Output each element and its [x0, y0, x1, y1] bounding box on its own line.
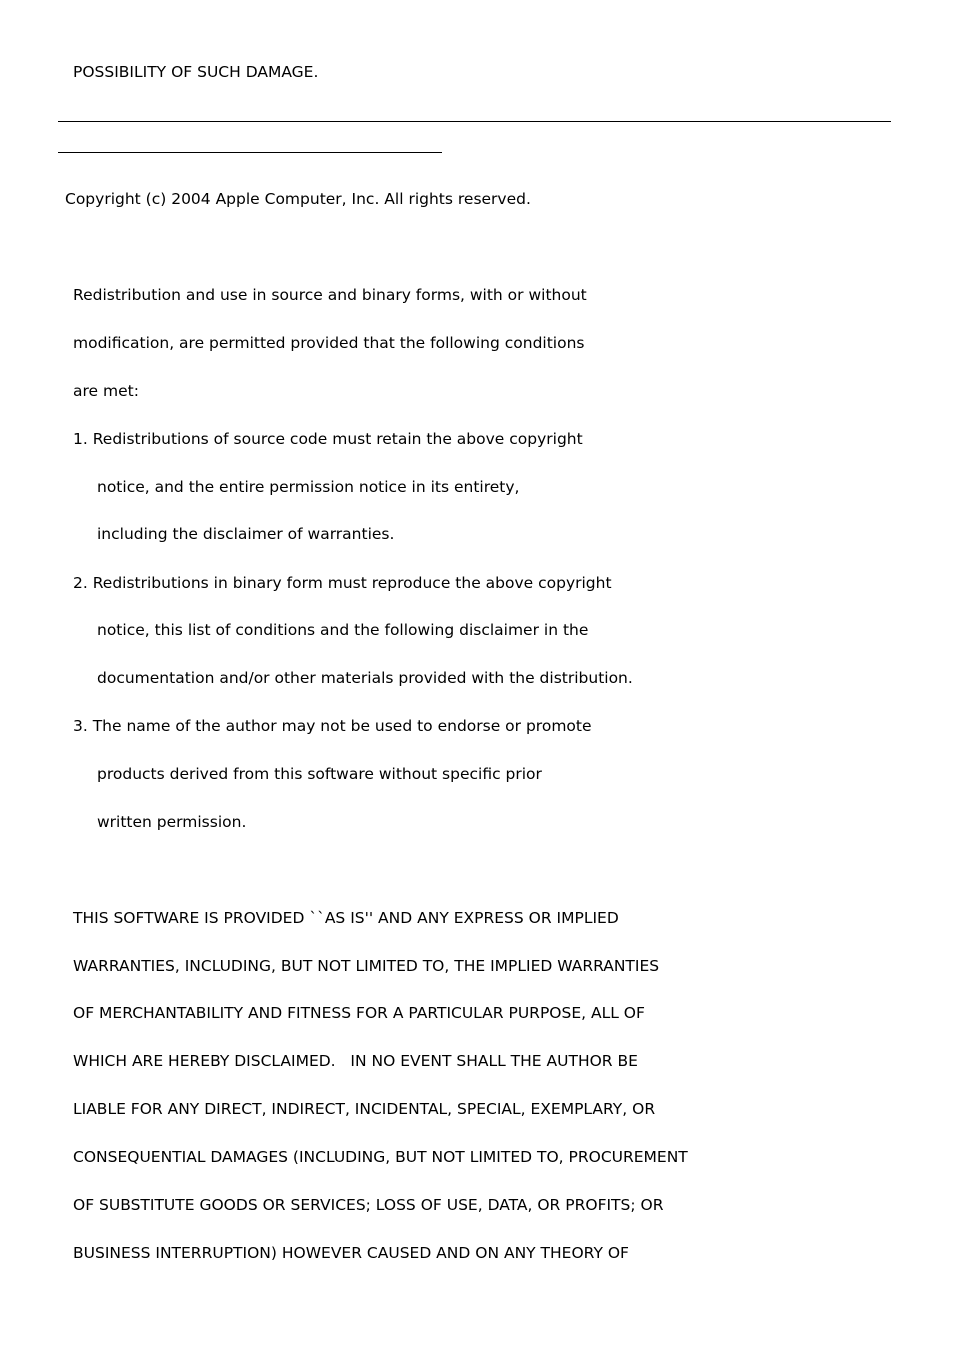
disclaimer-line: BUSINESS INTERRUPTION) HOWEVER CAUSED AND ON ANY THEORY OF	[73, 1244, 629, 1262]
intro-line: modification, are permitted provided that the following conditions	[73, 334, 585, 352]
disclaimer-line: THIS SOFTWARE IS PROVIDED ``AS IS'' AND ANY EXPRESS OR IMPLIED	[73, 909, 619, 927]
condition-1-line: 1. Redistributions of source code must retain the above copyright	[73, 430, 583, 448]
condition-3-continuation: written permission.	[97, 813, 247, 831]
disclaimer-line: OF SUBSTITUTE GOODS OR SERVICES; LOSS OF USE, DATA, OR PROFITS; OR	[73, 1196, 664, 1214]
separator-rule-short	[58, 152, 442, 153]
disclaimer-line: WHICH ARE HEREBY DISCLAIMED. IN NO EVENT SHALL THE AUTHOR BE	[73, 1052, 638, 1070]
condition-1-continuation: notice, and the entire permission notice in its entirety,	[97, 478, 520, 496]
disclaimer-line: CONSEQUENTIAL DAMAGES (INCLUDING, BUT NOT LIMITED TO, PROCUREMENT	[73, 1148, 688, 1166]
separator-rule-long	[58, 121, 891, 122]
intro-line: are met:	[73, 382, 139, 400]
condition-2-line: 2. Redistributions in binary form must reproduce the above copyright	[73, 574, 612, 592]
disclaimer-line: LIABLE FOR ANY DIRECT, INDIRECT, INCIDENTAL, SPECIAL, EXEMPLARY, OR	[73, 1100, 656, 1118]
condition-3-continuation: products derived from this software without specific prior	[97, 765, 542, 783]
disclaimer-line: OF MERCHANTABILITY AND FITNESS FOR A PARTICULAR PURPOSE, ALL OF	[73, 1004, 645, 1022]
condition-3-line: 3. The name of the author may not be used to endorse or promote	[73, 717, 592, 735]
intro-line: Redistribution and use in source and binary forms, with or without	[73, 286, 587, 304]
top-fragment-line: POSSIBILITY OF SUCH DAMAGE.	[73, 63, 319, 81]
condition-2-continuation: notice, this list of conditions and the following disclaimer in the	[97, 621, 589, 639]
disclaimer-line: WARRANTIES, INCLUDING, BUT NOT LIMITED TO, THE IMPLIED WARRANTIES	[73, 957, 660, 975]
condition-2-continuation: documentation and/or other materials provided with the distribution.	[97, 669, 633, 687]
copyright-line: Copyright (c) 2004 Apple Computer, Inc. All rights reserved.	[65, 190, 531, 208]
condition-1-continuation: including the disclaimer of warranties.	[97, 525, 395, 543]
